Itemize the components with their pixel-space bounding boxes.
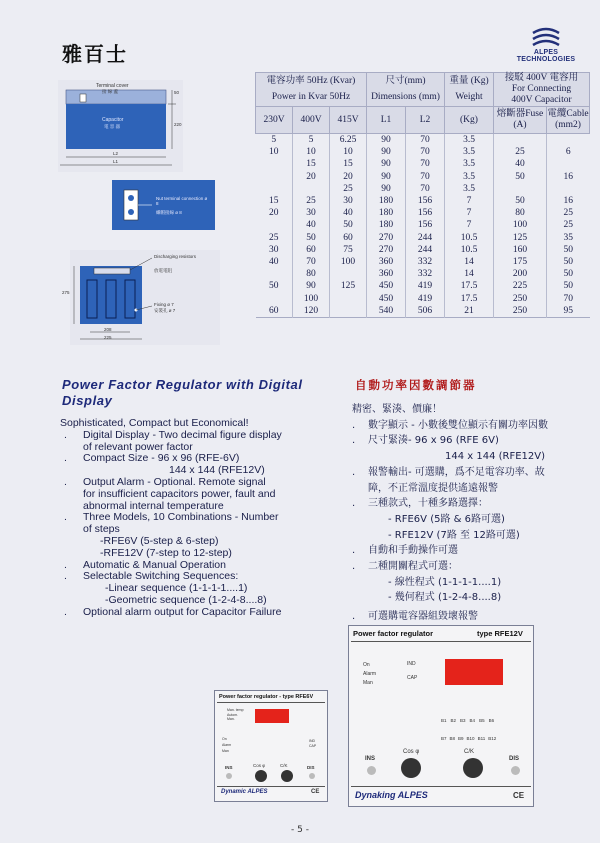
- table-cell: 25: [330, 183, 367, 195]
- table-cell: [256, 219, 293, 231]
- ce-mark: CE: [311, 789, 320, 795]
- col-l2: L2: [406, 107, 445, 134]
- table-cell: 50: [494, 171, 547, 183]
- table-cell: 270: [367, 244, 406, 256]
- table-cell: 7: [445, 219, 494, 231]
- table-cell: 180: [367, 195, 406, 207]
- ins-label: INS: [365, 756, 376, 762]
- table-cell: 200: [494, 268, 547, 280]
- regulator-panel-rfe12v: [348, 625, 534, 807]
- table-cell: 40: [494, 158, 547, 170]
- table-row: [256, 171, 590, 183]
- list-item: - RFE6V (5路 & 6路可選): [388, 513, 505, 525]
- table-cell: 10.5: [445, 232, 494, 244]
- col-fuse: 熔斷器Fuse (A): [494, 107, 547, 134]
- step-label: B5: [479, 718, 485, 723]
- list-item: . Optional alarm output for Capacitor Failure: [64, 605, 282, 618]
- list-item: . Three Models, 10 Combinations - Number: [64, 511, 279, 524]
- table-cell: [494, 134, 547, 147]
- table-row: [256, 256, 590, 268]
- table-cell: 60: [269, 305, 279, 316]
- dim-h1: 50: [174, 90, 180, 95]
- regulator-desc-cn: [352, 402, 592, 625]
- list-item: . Digital Display - Two decimal figure display: [64, 428, 282, 441]
- table-cell: 90: [367, 183, 406, 195]
- cos-label: Cos φ: [403, 749, 420, 755]
- dim-h2: 220: [174, 122, 182, 127]
- ins-label: INS: [225, 765, 233, 770]
- intro-text-cn: 精密、緊湊、價廉！: [352, 404, 442, 415]
- table-cell: [256, 293, 293, 305]
- step-label: B8: [449, 736, 456, 741]
- step-label: B7: [441, 736, 447, 741]
- divider: [217, 702, 325, 703]
- list-item: . 數字顯示 - 小數後雙位顯示有關功率因數: [352, 419, 548, 431]
- digital-display: [255, 709, 289, 723]
- table-cell: 7: [445, 195, 494, 207]
- ind-cap-labels: IND CAP: [407, 661, 418, 681]
- table-cell: 10: [293, 146, 330, 158]
- regulator-heading-en: Power Factor Regulator with Digital Display: [62, 377, 303, 408]
- table-cell: 10.5: [445, 244, 494, 256]
- table-cell: 35: [547, 232, 590, 244]
- page-title: 雅百士: [62, 42, 128, 66]
- table-cell: [256, 268, 293, 280]
- cos-phi-knob[interactable]: [255, 770, 267, 782]
- panel-type: type RFE12V: [477, 629, 523, 638]
- terminal-cover-label-cn: 接 線 蓋: [102, 89, 119, 94]
- dim-275: 275: [62, 290, 70, 295]
- step-label: B3: [460, 718, 466, 723]
- table-cell: 20: [269, 208, 279, 219]
- list-item: . Automatic & Manual Operation: [64, 558, 226, 571]
- divider: [351, 641, 531, 642]
- table-cell: 15: [330, 158, 367, 170]
- table-row: [256, 146, 590, 158]
- table-cell: 25: [494, 146, 547, 158]
- table-cell: 332: [406, 268, 445, 280]
- table-cell: 90: [367, 146, 406, 158]
- table-cell: [293, 183, 330, 195]
- table-cell: 70: [406, 183, 445, 195]
- fixing-hole-label: Fixing ø 7: [154, 302, 174, 307]
- table-cell: 5: [271, 135, 277, 145]
- table-cell: 3.5: [445, 171, 494, 183]
- table-cell: 50: [547, 244, 590, 256]
- table-cell: 540: [367, 305, 406, 318]
- table-cell: 3.5: [445, 146, 494, 158]
- dis-label: DIS: [509, 756, 520, 762]
- brand-name: ALPES TECHNOLOGIES: [516, 49, 576, 63]
- table-cell: 90: [293, 280, 330, 292]
- table-cell: 6: [547, 146, 590, 158]
- col-400v: 400V: [293, 107, 330, 134]
- table-cell: 70: [406, 158, 445, 170]
- table-cell: 17.5: [445, 293, 494, 305]
- table-cell: 360: [367, 256, 406, 268]
- table-cell: 450: [367, 293, 406, 305]
- table-cell: 244: [406, 244, 445, 256]
- ck-label: C/K: [464, 749, 475, 755]
- table-cell: 70: [547, 293, 590, 305]
- ins-button[interactable]: [226, 773, 232, 779]
- table-cell: 30: [330, 195, 367, 207]
- list-item: . 二種開關程式可選：: [352, 561, 458, 573]
- table-cell: 60: [293, 244, 330, 256]
- table-cell: [330, 293, 367, 305]
- table-cell: 125: [330, 280, 367, 292]
- table-cell: 25: [547, 219, 590, 231]
- list-item: - RFE12V (7路 至 12路可選): [388, 529, 520, 541]
- table-cell: [330, 268, 367, 280]
- digital-display: [445, 659, 503, 685]
- table-cell: 50: [293, 232, 330, 244]
- table-cell: 332: [406, 256, 445, 268]
- col-230v: 230V: [256, 107, 293, 134]
- ins-button[interactable]: [367, 766, 376, 775]
- table-cell: 40: [330, 207, 367, 219]
- table-cell: 506: [406, 305, 445, 318]
- capacitor-spec-table: [255, 72, 590, 318]
- table-cell: 270: [367, 232, 406, 244]
- nut-terminal-label-cn: 螺帽接線 ø 8: [156, 210, 182, 215]
- ce-mark: CE: [513, 791, 525, 800]
- table-cell: 156: [406, 219, 445, 231]
- table-cell: 244: [406, 232, 445, 244]
- table-cell: 16: [547, 195, 590, 207]
- table-cell: 100: [494, 219, 547, 231]
- table-cell: 17.5: [445, 280, 494, 292]
- table-cell: [256, 171, 293, 183]
- table-row: [256, 183, 590, 195]
- discharge-resistor-label-cn: 放電電阻: [154, 268, 172, 273]
- list-item: for insufficient capacitors power, fault and: [83, 487, 276, 500]
- status-labels: On Alarm Man: [222, 737, 232, 753]
- table-cell: 80: [494, 207, 547, 219]
- table-cell: 5: [293, 134, 330, 147]
- panel-title: Power factor regulator: [353, 629, 434, 638]
- table-cell: 90: [367, 158, 406, 170]
- list-item: 144 x 144 (RFE12V): [445, 451, 546, 463]
- list-item: - 線性程式 (1-1-1-1....1): [388, 576, 502, 588]
- table-cell: [256, 183, 293, 195]
- col-415v: 415V: [330, 107, 367, 134]
- list-item: . 自動和手動操作可選: [352, 545, 458, 557]
- table-cell: 10: [269, 147, 279, 158]
- table-row: [256, 280, 590, 292]
- power-header: 電容功率 50Hz (Kvar) Power in Kvar 50Hz: [256, 73, 367, 107]
- page-number: - 5 -: [291, 825, 309, 835]
- alpes-logo-icon: [529, 27, 563, 49]
- table-cell: 14: [445, 268, 494, 280]
- table-row: [256, 207, 590, 219]
- list-item: - 幾何程式 (1-2-4-8....8): [388, 592, 502, 604]
- table-cell: 156: [406, 195, 445, 207]
- table-cell: 75: [330, 244, 367, 256]
- list-item: . 尺寸緊湊- 96 x 96 (RFE 6V): [352, 435, 499, 447]
- dis-label: DIS: [307, 765, 315, 770]
- col-kg: (Kg): [445, 107, 494, 134]
- table-cell: 70: [406, 134, 445, 147]
- table-cell: 160: [494, 244, 547, 256]
- table-cell: [547, 134, 590, 147]
- dim-225: 225: [104, 335, 112, 340]
- table-cell: 50: [494, 195, 547, 207]
- table-cell: 90: [367, 134, 406, 147]
- table-cell: 60: [330, 232, 367, 244]
- step-label: B9: [458, 736, 464, 741]
- table-cell: 419: [406, 293, 445, 305]
- list-item: 144 x 144 (RFE12V): [169, 464, 265, 477]
- table-row: [256, 293, 590, 305]
- table-cell: 14: [445, 256, 494, 268]
- list-item: 障，不正常溫度提供遙遠報警: [368, 482, 498, 494]
- step-row-1: [441, 718, 498, 723]
- list-item: . 三種款式，十種多路選擇：: [352, 498, 488, 510]
- list-item: . 可選購電容器組毀壞報警: [352, 611, 478, 623]
- brand-label: Dynaking ALPES: [355, 790, 428, 800]
- table-cell: 50: [547, 268, 590, 280]
- list-item: -Linear sequence (1-1-1-1....1): [105, 582, 248, 595]
- list-item: . Selectable Switching Sequences:: [64, 570, 239, 583]
- table-cell: 16: [547, 171, 590, 183]
- dis-button[interactable]: [309, 773, 315, 779]
- ind-cap-labels: IND CAP: [309, 739, 317, 748]
- table-cell: 70: [406, 146, 445, 158]
- table-cell: 6.25: [330, 134, 367, 147]
- table-cell: 100: [330, 256, 367, 268]
- weight-header: 重量 (Kg) Weight: [445, 73, 494, 107]
- table-cell: [547, 183, 590, 195]
- status-labels: On Alarm Man: [363, 662, 377, 686]
- step-row-2: [441, 736, 499, 741]
- table-cell: 175: [494, 256, 547, 268]
- table-cell: 50: [547, 256, 590, 268]
- connecting-header: 接駁 400V 電容用 For Connecting 400V Capacitor: [494, 73, 590, 107]
- table-cell: 225: [494, 280, 547, 292]
- step-label: B6: [488, 718, 495, 723]
- step-label: B10: [466, 736, 475, 741]
- table-cell: 50: [269, 281, 279, 292]
- table-cell: 20: [330, 171, 367, 183]
- dis-button[interactable]: [511, 766, 520, 775]
- table-cell: 25: [293, 195, 330, 207]
- brand-label: Dynamic ALPES: [221, 789, 268, 795]
- table-cell: 3.5: [445, 134, 494, 147]
- step-label: B2: [450, 718, 457, 723]
- table-cell: 100: [293, 293, 330, 305]
- regulator-desc-en: [60, 418, 330, 619]
- table-cell: 156: [406, 207, 445, 219]
- fixing-hole-label-cn: 安裝孔 ø 7: [154, 308, 176, 313]
- regulator-panel-rfe6v: [214, 690, 328, 802]
- table-cell: 250: [494, 305, 547, 318]
- panel-title: Power factor regulator - type RFE6V: [219, 694, 314, 700]
- table-cell: 20: [293, 171, 330, 183]
- table-cell: 70: [406, 171, 445, 183]
- table-cell: [494, 183, 547, 195]
- table-cell: 40: [293, 219, 330, 231]
- step-label: B1: [441, 718, 447, 723]
- table-cell: 95: [547, 305, 590, 318]
- capacitor-side-diagram: [58, 80, 183, 172]
- table-cell: 3.5: [445, 183, 494, 195]
- cos-phi-knob[interactable]: [401, 758, 421, 778]
- table-cell: 360: [367, 268, 406, 280]
- cos-label: Cos φ: [253, 763, 266, 768]
- list-item: -Geometric sequence (1-2-4-8....8): [105, 593, 267, 606]
- table-cell: 10: [330, 146, 367, 158]
- table-cell: 3.5: [445, 158, 494, 170]
- table-cell: 50: [547, 280, 590, 292]
- terminal-cover-label: Terminal cover: [96, 83, 129, 89]
- list-item: . Compact Size - 96 x 96 (RFE-6V): [64, 452, 240, 465]
- table-cell: 21: [445, 305, 494, 318]
- table-cell: 70: [293, 256, 330, 268]
- col-cable: 電纜Cable (mm2): [547, 107, 590, 134]
- table-cell: 120: [293, 305, 330, 318]
- capacitor-base-diagram: [62, 250, 220, 345]
- table-cell: 25: [269, 232, 279, 243]
- table-cell: [330, 305, 367, 318]
- terminal-top-diagram: [112, 180, 215, 230]
- col-l1: L1: [367, 107, 406, 134]
- intro-text: Sophisticated, Compact but Economical!: [60, 417, 249, 429]
- step-label: B12: [488, 736, 497, 741]
- dim-208: 208: [104, 327, 112, 332]
- table-row: [256, 244, 590, 256]
- regulator-heading-cn: 自動功率因數調節器: [355, 378, 477, 392]
- step-label: B4: [469, 718, 476, 723]
- capacitor-label: Capacitor: [102, 117, 124, 123]
- table-cell: [256, 158, 293, 170]
- table-row: [256, 268, 590, 280]
- nut-terminal-label: Nut terminal connection ø 8: [156, 196, 208, 206]
- table-cell: 15: [269, 196, 279, 207]
- table-cell: 90: [367, 171, 406, 183]
- table-cell: 25: [547, 207, 590, 219]
- dimensions-header: 尺寸(mm) Dimensions (mm): [367, 73, 445, 107]
- table-cell: 50: [330, 219, 367, 231]
- list-item: -RFE6V (5-step & 6-step): [100, 534, 219, 547]
- table-cell: [547, 158, 590, 170]
- list-item: of relevant power factor: [83, 440, 193, 453]
- table-cell: 125: [494, 232, 547, 244]
- table-row: [256, 232, 590, 244]
- list-item: -RFE12V (7-step to 12-step): [100, 546, 232, 559]
- table-cell: 7: [445, 207, 494, 219]
- table-cell: 30: [293, 207, 330, 219]
- ck-knob[interactable]: [463, 758, 483, 778]
- brand-logo: [506, 27, 586, 63]
- table-row: [256, 134, 590, 147]
- table-cell: 30: [269, 244, 279, 255]
- table-cell: 419: [406, 280, 445, 292]
- table-row: [256, 158, 590, 170]
- list-item: abnormal internal temperature: [83, 499, 224, 512]
- divider: [217, 786, 325, 787]
- table-row: [256, 195, 590, 207]
- ck-label: C/K: [280, 763, 288, 768]
- table-cell: 80: [293, 268, 330, 280]
- table-cell: 450: [367, 280, 406, 292]
- table-cell: 40: [269, 257, 279, 268]
- list-item: . 報警輸出- 可選購，爲不足電容功率、故: [352, 466, 545, 478]
- table-cell: 180: [367, 207, 406, 219]
- dim-l2: L2: [113, 151, 119, 156]
- divider: [351, 786, 531, 787]
- capacitor-label-cn: 電 容 器: [104, 124, 121, 129]
- list-item: . Output Alarm - Optional. Remote signal: [64, 475, 266, 488]
- discharge-resistor-label: Discharging resistors: [154, 254, 197, 259]
- dim-l1: L1: [113, 159, 119, 164]
- table-cell: 250: [494, 293, 547, 305]
- table-row: [256, 219, 590, 231]
- table-cell: 15: [293, 158, 330, 170]
- ck-knob[interactable]: [281, 770, 293, 782]
- step-label: B11: [477, 736, 486, 741]
- mode-labels: Man. temp Autom. Man.: [227, 708, 244, 721]
- table-cell: 180: [367, 219, 406, 231]
- spec-table-body: [256, 134, 590, 318]
- list-item: of steps: [83, 523, 120, 536]
- table-row: [256, 305, 590, 318]
